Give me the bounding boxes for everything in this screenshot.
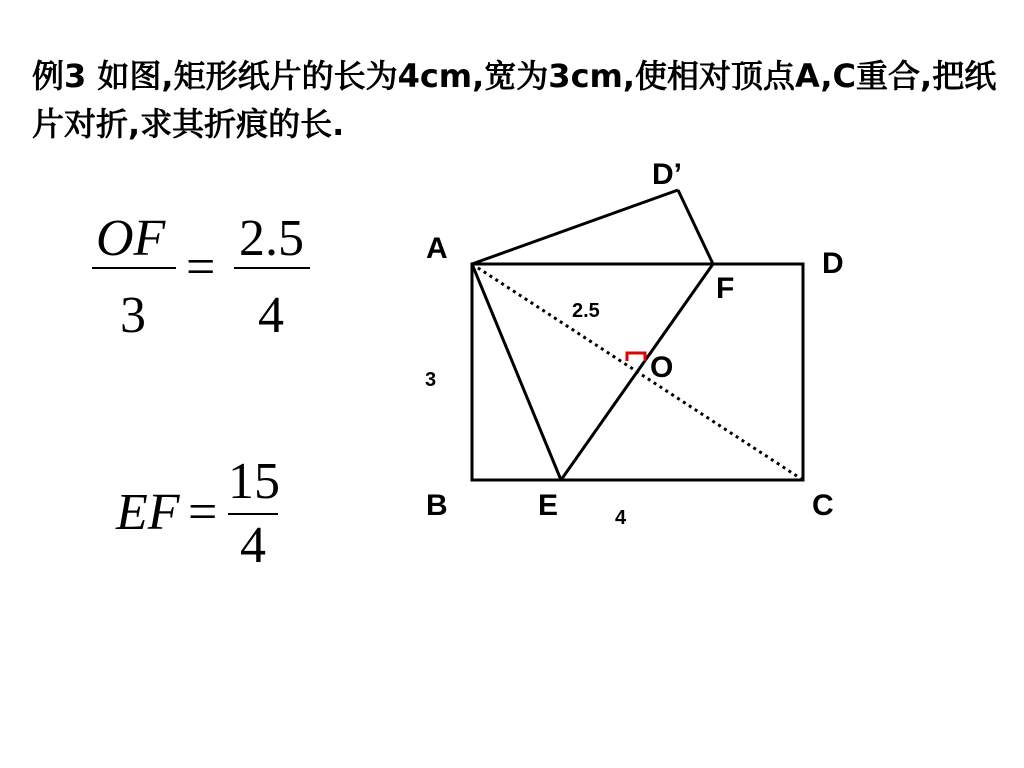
label-point-c: C	[812, 489, 834, 522]
segment-ae	[472, 264, 561, 480]
label-point-b: B	[426, 489, 448, 522]
segment-ad-prime	[472, 190, 678, 264]
formula1-lhs-denominator: 3	[120, 287, 146, 344]
formula1-rhs-numerator: 2.5	[239, 210, 304, 267]
formula2-denominator: 4	[240, 517, 266, 574]
right-angle-mark	[627, 353, 645, 361]
formula2-numerator: 15	[228, 453, 280, 510]
formula1-equals: =	[186, 239, 216, 296]
measure-length: 4	[615, 507, 627, 529]
label-point-f: F	[716, 272, 735, 305]
formula1-rhs-denominator: 4	[258, 287, 284, 344]
label-point-d: D	[822, 247, 844, 280]
measure-ao: 2.5	[572, 300, 600, 322]
label-point-o: O	[650, 351, 674, 384]
formula-of-ratio	[92, 210, 310, 344]
label-point-a: A	[426, 232, 448, 265]
crease-ef	[561, 264, 713, 480]
measure-width: 3	[425, 369, 437, 391]
label-point-e: E	[538, 489, 559, 522]
geometry-diagram	[425, 158, 844, 529]
formula-ef-result	[115, 453, 280, 574]
problem-statement: 例3 如图,矩形纸片的长为4cm,宽为3cm,使相对顶点A,C重合,把纸片对折,求其折痕的长.	[32, 57, 997, 143]
segment-d-prime-f	[678, 190, 713, 264]
formula1-lhs-numerator: OF	[96, 210, 166, 267]
formula2-lhs: EF	[116, 484, 180, 541]
label-point-d-prime: D’	[652, 158, 682, 191]
formula2-equals: =	[188, 484, 218, 541]
